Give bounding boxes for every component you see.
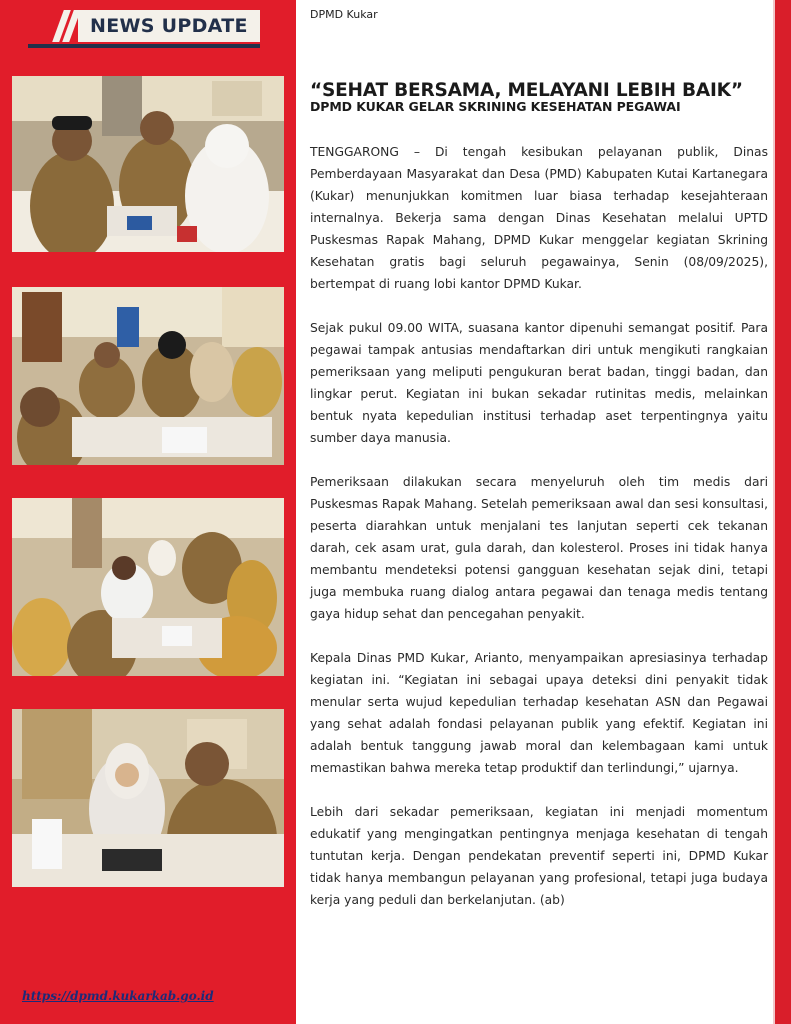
- photo-health-check-1: [12, 76, 284, 252]
- paragraph: Sejak pukul 09.00 WITA, suasana kantor dipenuhi semangat positif. Para pegawai tampak antusias mendaftarkan diri untuk mengikuti rangkaian pemeriksaan yang meliputi pengukuran berat badan, tinggi badan, dan lingkar perut. Kegiatan ini bukan sekadar rutinitas medis, melainkan bentuk nyata kepedulian institusi terhadap aset terpentingnya yaitu sumber daya manusia.: [310, 321, 768, 445]
- website-link[interactable]: https://dpmd.kukarkab.go.id: [22, 989, 214, 1003]
- photo-health-check-2: [12, 287, 284, 465]
- badge-underline: [28, 44, 260, 48]
- paragraph: Kepala Dinas PMD Kukar, Arianto, menyampaikan apresiasinya terhadap kegiatan ini. “Kegiatan ini sebagai upaya deteksi dini penyakit tidak menular serta wujud kepedulian terhadap kesehatan ASN dan Pegawai yang sehat adalah fondasi pelayanan publik yang efektif. Kegiatan ini adalah bentuk tanggung jawab moral dan kelembagaan kami untuk memastikan bahwa mereka tetap produktif dan terlindungi,” ujarnya.: [310, 651, 768, 775]
- article-subtitle: DPMD KUKAR GELAR SKRINING KESEHATAN PEGAWAI: [310, 99, 681, 114]
- photo-health-check-3: [12, 498, 284, 676]
- paragraph: TENGGARONG – Di tengah kesibukan pelayanan publik, Dinas Pemberdayaan Masyarakat dan Desa (PMD) Kabupaten Kutai Kartanegara (Kukar) menunjukkan komitmen luar biasa terhadap kesejahteraan internalnya. Bekerja sama dengan Dinas Kesehatan melalui UPTD Puskesmas Rapak Mahang, DPMD Kukar menggelar kegiatan Skrining Kesehatan gratis bagi seluruh pegawainya, Senin (08/09/2025), bertempat di ruang lobi kantor DPMD Kukar.: [310, 145, 768, 291]
- article-body: [310, 141, 768, 933]
- article-title: “SEHAT BERSAMA, MELAYANI LEBIH BAIK”: [310, 80, 743, 101]
- right-red-edge: [775, 0, 791, 1024]
- organization-label: DPMD Kukar: [310, 8, 378, 21]
- photo-health-check-4: [12, 709, 284, 887]
- news-update-badge: [28, 10, 260, 42]
- badge-label: NEWS UPDATE: [90, 15, 248, 37]
- paragraph: Pemeriksaan dilakukan secara menyeluruh oleh tim medis dari Puskesmas Rapak Mahang. Setelah pemeriksaan awal dan sesi konsultasi, peserta diarahkan untuk menjalani tes lanjutan seperti cek tekanan darah, cek asam urat, gula darah, dan kolesterol. Proses ini tidak hanya membantu mendeteksi potensi gangguan kesehatan sejak dini, tetapi juga membuka ruang dialog antara pegawai dan tenaga medis tentang gaya hidup sehat dan pencegahan penyakit.: [310, 475, 768, 621]
- paragraph: Lebih dari sekadar pemeriksaan, kegiatan ini menjadi momentum edukatif yang mengingatkan pentingnya menjaga kesehatan di tengah tuntutan kerja. Dengan pendekatan preventif seperti ini, DPMD Kukar tidak hanya membangun pelayanan yang profesional, tetapi juga budaya kerja yang peduli dan berkelanjutan. (ab): [310, 805, 768, 907]
